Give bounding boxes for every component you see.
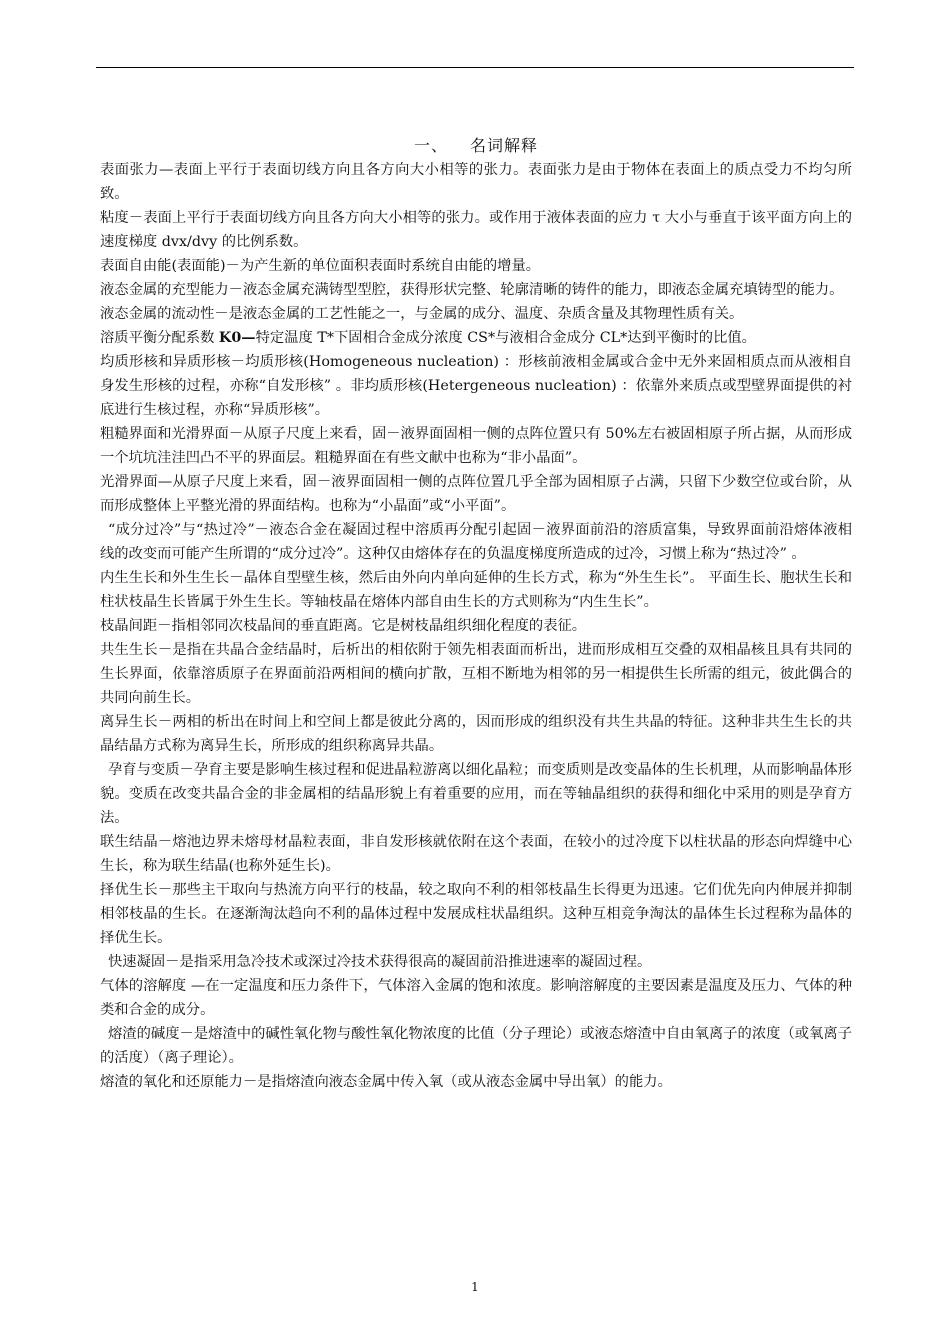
paragraph-fluidity: 液态金属的流动性－是液态金属的工艺性能之一，与金属的成分、温度、杂质含量及其物理性质有关。 [100, 306, 744, 322]
section-heading: 名词解释 [470, 136, 539, 155]
paragraph-epitaxial-crystallization: 联生结晶－熔池边界未熔母材晶粒表面，非自发形核就依附在这个表面，在较小的过冷度下以柱状晶的形态向焊缝中心生长，称为联生结晶(也称外延生长)。 [100, 834, 852, 874]
paragraph-filling-capacity: 液态金属的充型能力－液态金属充满铸型型腔，获得形状完整、轮廓清晰的铸件的能力，即液态金属充填铸型的能力。 [100, 282, 844, 298]
paragraph-divorced-growth: 离异生长－两相的析出在时间上和空间上都是彼此分离的，因而形成的组织没有共生共晶的特征。这种非共生生长的共晶结晶方式称为离异生长，所形成的组织称离异共晶。 [100, 714, 852, 754]
paragraph-surface-tension: 表面张力—表面上平行于表面切线方向且各方向大小相等的张力。表面张力是由于物体在表面上的质点受力不均匀所致。 [100, 162, 852, 202]
paragraph-rapid-solidification: 快速凝固－是指采用急冷技术或深过冷技术获得很高的凝固前沿推进速率的凝固过程。 [108, 954, 652, 970]
paragraph-inoculation-modification: 孕育与变质－孕育主要是影响生核过程和促进晶粒游离以细化晶粒；而变质则是改变晶体的生长机理，从而影响晶体形貌。变质在改变共晶合金的非金属相的结晶形貌上有着重要的应用，而在等轴晶组织的获得和细化中采用的则是孕育方法。 [100, 762, 852, 826]
paragraph-dendrite-spacing: 枝晶间距－指相邻同次枝晶间的垂直距离。它是树枝晶组织细化程度的表征。 [100, 618, 587, 634]
section-number: 一、 [413, 136, 448, 155]
document-body [100, 134, 852, 1094]
paragraph-smooth-interface: 光滑界面—从原子尺度上来看，固－液界面固相一侧的点阵位置几乎全部为固相原子占满，只留下少数空位或台阶，从而形成整体上平整光滑的界面结构。也称为“小晶面”或“小平面”。 [100, 474, 852, 514]
paragraph-undercooling: “成分过冷”与“热过冷”－液态合金在凝固过程中溶质再分配引起固－液界面前沿的溶质富集，导致界面前沿熔体液相线的改变而可能产生所谓的“成分过冷”。这种仅由熔体存在的负温度梯度所造成的过冷，习惯上称为“热过冷” 。 [100, 522, 852, 562]
paragraph-viscosity: 粘度－表面上平行于表面切线方向且各方向大小相等的张力。或作用于液体表面的应力 τ 大小与垂直于该平面方向上的速度梯度 dvx/dvy 的比例系数。 [100, 210, 852, 250]
paragraph-coupled-growth: 共生生长－是指在共晶合金结晶时，后析出的相依附于领先相表面而析出，进而形成相互交叠的双相晶核且具有共同的生长界面，依靠溶质原子在界面前沿两相间的横向扩散，互相不断地为相邻的另一相提供生长所需的组元，彼此偶合的共同向前生长。 [100, 642, 852, 706]
header-rule [96, 67, 854, 68]
page-number: 1 [471, 1280, 479, 1294]
section-title [100, 134, 852, 158]
paragraph-preferred-growth: 择优生长－那些主干取向与热流方向平行的枝晶，较之取向不利的相邻枝晶生长得更为迅速。它们优先向内伸展并抑制相邻枝晶的生长。在逐渐淘汰趋向不利的晶体过程中发展成柱状晶组织。这种互相竞争淘汰的晶体生长过程称为晶体的择优生长。 [100, 882, 852, 946]
paragraph-partition-coefficient [100, 326, 852, 350]
k0-prefix: 溶质平衡分配系数 [100, 330, 219, 346]
paragraph-growth-modes: 内生生长和外生生长－晶体自型壁生核，然后由外向内单向延伸的生长方式，称为“外生生长”。 平面生长、胞状生长和柱状枝晶生长皆属于外生生长。等轴枝晶在熔体内部自由生长的方式则称为“内生生长”。 [100, 570, 852, 610]
paragraph-gas-solubility: 气体的溶解度 —在一定温度和压力条件下，气体溶入金属的饱和浓度。影响溶解度的主要因素是温度及压力、气体的种类和合金的成分。 [100, 978, 852, 1018]
paragraph-slag-basicity: 熔渣的碱度－是熔渣中的碱性氧化物与酸性氧化物浓度的比值（分子理论）或液态熔渣中自由氧离子的浓度（或氧离子的活度）（离子理论）。 [100, 1026, 852, 1066]
k0-suffix: 特定温度 T*下固相合金成分浓度 CS*与液相合金成分 CL*达到平衡时的比值。 [255, 330, 756, 346]
paragraph-nucleation: 均质形核和异质形核－均质形核(Homogeneous nucleation) ：形核前液相金属或合金中无外来固相质点而从液相自身发生形核的过程，亦称“自发形核” 。非均质形核(Hetergeneous nucleation) ：依靠外来质点或型壁界面提供的衬底进行生核过程，亦称“异质形核”。 [100, 354, 852, 418]
paragraph-surface-free-energy: 表面自由能(表面能)－为产生新的单位面积表面时系统自由能的增量。 [100, 258, 541, 274]
paragraph-rough-smooth-interface: 粗糙界面和光滑界面－从原子尺度上来看，固－液界面固相一侧的点阵位置只有 50%左右被固相原子所占据，从而形成一个坑坑洼洼凹凸不平的界面层。粗糙界面在有些文献中也称为“非小晶面”。 [100, 426, 852, 466]
paragraph-slag-redox: 熔渣的氧化和还原能力－是指熔渣向液态金属中传入氧（或从液态金属中导出氧）的能力。 [100, 1074, 672, 1090]
k0-term: K0— [218, 330, 256, 346]
